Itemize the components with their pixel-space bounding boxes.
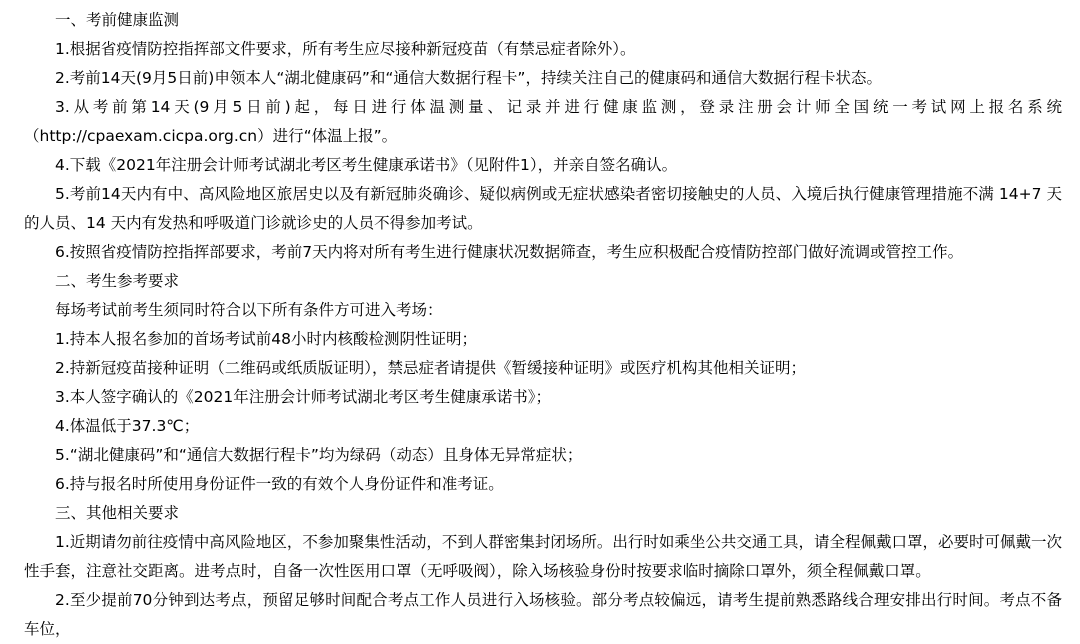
section-heading-candidate-requirements: 二、考生参考要求 xyxy=(55,272,180,290)
paragraph-2-1: 1.持本人报名参加的首场考试前48小时内核酸检测阴性证明； xyxy=(55,330,478,348)
paragraph-3-2: 2.至少提前70分钟到达考点，预留足够时间配合考点工作人员进行入场核验。部分考点较偏远，请考生提前熟悉路线合理安排出行时间。考点不备车位， xyxy=(24,591,1062,638)
paragraph-2-3: 3.本人签字确认的《2021年注册会计师考试湖北考区考生健康承诺书》； xyxy=(55,388,551,406)
paragraph-2-lead: 每场考试前考生须同时符合以下所有条件方可进入考场： xyxy=(55,301,443,319)
paragraph-3-1: 1.近期请勿前往疫情中高风险地区，不参加聚集性活动，不到人群密集封闭场所。出行时如乘坐公共交通工具，请全程佩戴口罩，必要时可佩戴一次性手套，注意社交距离。进考点时，自备一次性医用口罩（无呼吸阀），除入场核验身份时按要求临时摘除口罩外，须全程佩戴口罩。 xyxy=(24,533,1062,580)
paragraph-2-2: 2.持新冠疫苗接种证明（二维码或纸质版证明），禁忌症者请提供《暂缓接种证明》或医疗机构其他相关证明； xyxy=(55,359,807,377)
paragraph-1-5: 5.考前14天内有中、高风险地区旅居史以及有新冠肺炎确诊、疑似病例或无症状感染者密切接触史的人员、入境后执行健康管理措施不满 14+7 天的人员、14 天内有发热和呼吸道门诊就诊史的人员不得参加考试。 xyxy=(24,185,1062,232)
section-heading-other-requirements: 三、其他相关要求 xyxy=(55,504,180,522)
paragraph-2-5: 5.“湖北健康码”和“通信大数据行程卡”均为绿码（动态）且身体无异常症状； xyxy=(55,446,583,464)
paragraph-1-6: 6.按照省疫情防控指挥部要求，考前7天内将对所有考生进行健康状况数据筛查，考生应积极配合疫情防控部门做好流调或管控工作。 xyxy=(55,243,964,261)
paragraph-1-3: 3.从考前第14天(9月5日前)起，每日进行体温测量、记录并进行健康监测，登录注册会计师全国统一考试网上报名系统（http://cpaexam.cicpa.org.cn）进行“体温上报”。 xyxy=(24,98,1062,145)
paragraph-2-4: 4.体温低于37.3℃； xyxy=(55,417,200,435)
paragraph-1-4: 4.下载《2021年注册会计师考试湖北考区考生健康承诺书》（见附件1），并亲自签名确认。 xyxy=(55,156,678,174)
paragraph-2-6: 6.持与报名时所使用身份证件一致的有效个人身份证件和准考证。 xyxy=(55,475,504,493)
section-heading-pre-exam-health-monitoring: 一、考前健康监测 xyxy=(55,11,180,29)
paragraph-1-2: 2.考前14天(9月5日前)申领本人“湖北健康码”和“通信大数据行程卡”，持续关注自己的健康码和通信大数据行程卡状态。 xyxy=(55,69,882,87)
paragraph-1-1: 1.根据省疫情防控指挥部文件要求，所有考生应尽接种新冠疫苗（有禁忌症者除外）。 xyxy=(55,40,636,58)
